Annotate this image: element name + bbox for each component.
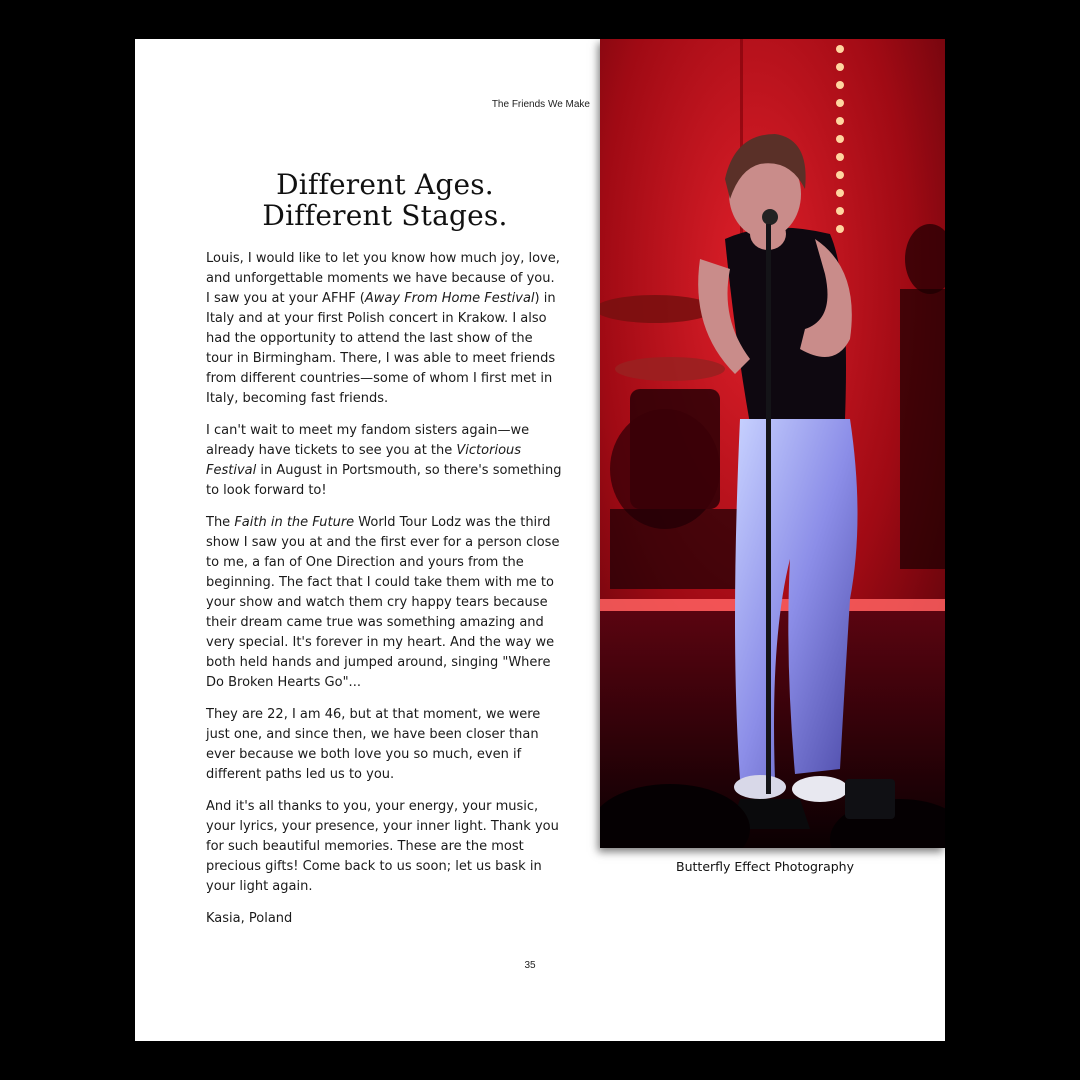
title-line-1: Different Ages. [276, 168, 494, 201]
concert-photo-illustration [600, 39, 945, 848]
p3-text-a: The [206, 515, 235, 530]
paragraph-5: And it's all thanks to you, your energy, your music, your lyrics, your presence, your inner light. Thank you for such beautiful memories. These are the most precious gifts! Come back to us soon; let us bask in your light again. [206, 799, 559, 894]
photo-caption: Butterfly Effect Photography [676, 859, 854, 874]
p2-text-a: I can't wait to meet my fandom sisters again—we already have tickets to see you at the [206, 423, 530, 458]
article-title [215, 169, 555, 231]
p2-italic: Victorious Festival [206, 443, 522, 478]
paragraph-2 [206, 421, 562, 501]
magazine-page [135, 39, 945, 1041]
p3-italic: Faith in the Future [234, 515, 355, 530]
p1-italic: Away From Home Festival [364, 291, 535, 306]
concert-photo [600, 39, 945, 848]
paragraph-4: They are 22, I am 46, but at that moment, we were just one, and since then, we have been closer than ever because we both love you so much, even if different paths led us to you. [206, 707, 541, 782]
paragraph-3 [206, 513, 562, 693]
p1-text-a: Louis, I would like to let you know how much joy, love, and unforgettable moments we have because of you. I saw you at your AFHF ( [206, 251, 560, 306]
paragraph-1 [206, 249, 562, 409]
p2-text-c: in August in Portsmouth, so there's something to look forward to! [206, 463, 562, 498]
page-number: 35 [524, 960, 536, 971]
p3-text-c: World Tour Lodz was the third show I saw you at and the first ever for a person close to me, a fan of One Direction and yours from the beginning. The fact that I could take them with me to your show and watch them cry happy tears because their dream came true was something amazing and very special. It's forever in my heart. And the way we both held hands and jumped around, singing "Where Do Broken Hearts Go"... [206, 515, 560, 690]
signature: Kasia, Poland [206, 911, 293, 926]
running-head: The Friends We Make [491, 99, 590, 110]
p1-text-c: ) in Italy and at your first Polish concert in Krakow. I also had the opportunity to attend the last show of the tour in Birmingham. There, I was able to meet friends from different countries—some of whom I first met in Italy, becoming fast friends. [206, 291, 556, 406]
title-line-2: Different Stages. [262, 199, 508, 232]
article-body [206, 249, 562, 941]
